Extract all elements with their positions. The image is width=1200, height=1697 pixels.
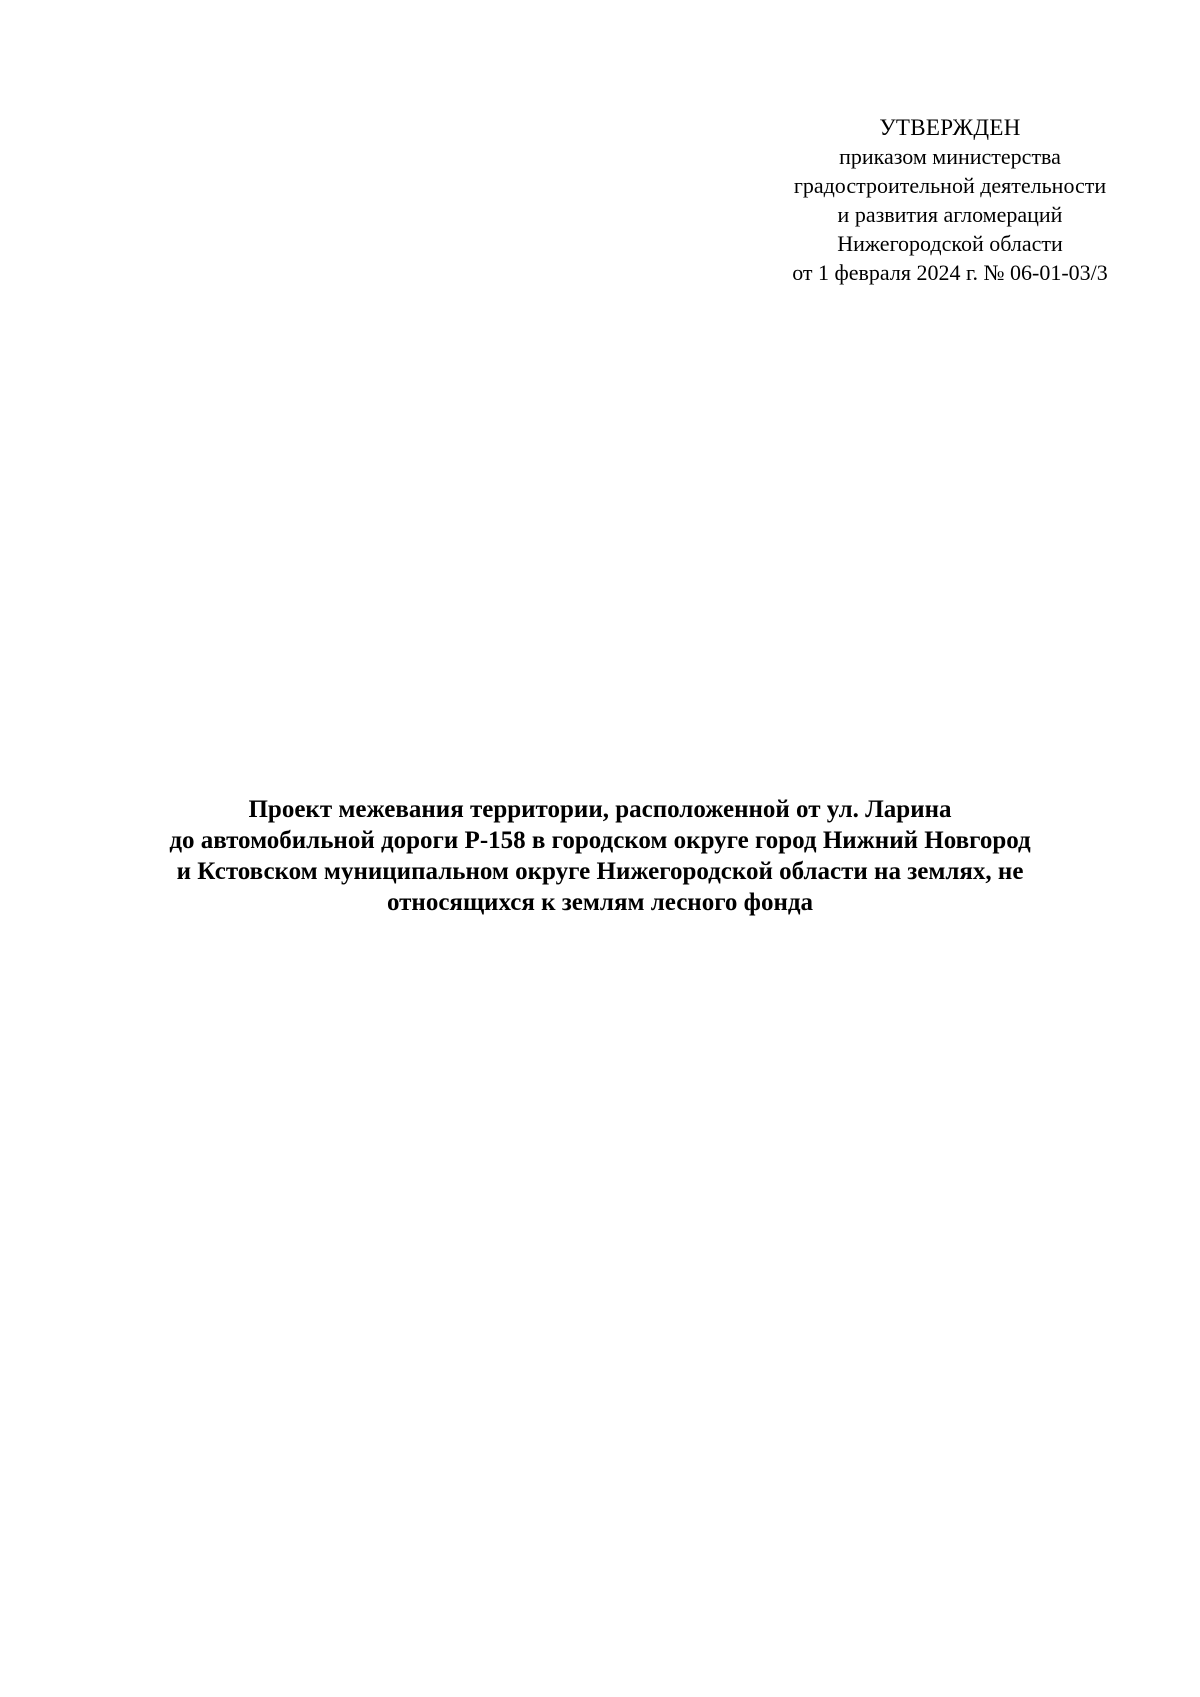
approval-line: приказом министерства	[839, 144, 1061, 169]
title-line: до автомобильной дороги Р-158 в городском округе город Нижний Новгород	[169, 827, 1031, 854]
title-line: и Кстовском муниципальном округе Нижегородской области на землях, не	[176, 858, 1024, 885]
title-line: относящихся к землям лесного фонда	[386, 889, 814, 916]
approval-line: Нижегородской области	[837, 231, 1063, 256]
approval-line: и развития агломераций	[837, 202, 1063, 227]
document-title	[80, 794, 1120, 918]
approval-order-date: от 1 февраля 2024 г. № 06-01-03/3	[792, 260, 1108, 285]
approval-heading: УТВЕРЖДЕН	[879, 115, 1021, 140]
title-line: Проект межевания территории, расположенной от ул. Ларина	[248, 796, 952, 823]
approval-stamp-block	[750, 113, 1150, 287]
approval-line: градостроительной деятельности	[793, 173, 1107, 198]
